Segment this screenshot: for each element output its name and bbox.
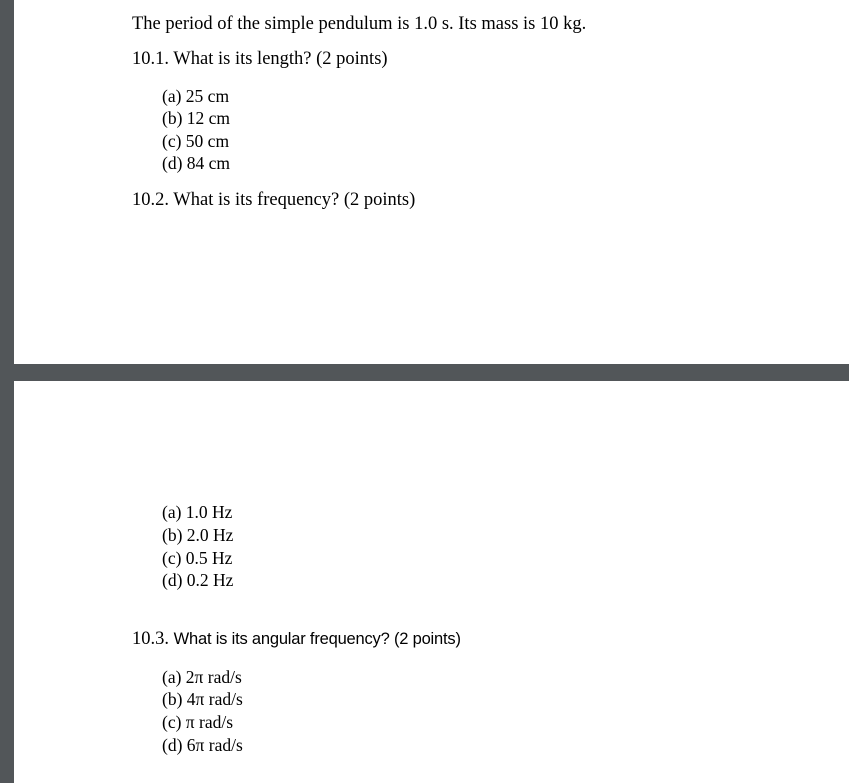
option-c: (c) π rad/s bbox=[162, 712, 234, 732]
question-text: What is its angular frequency? (2 points) bbox=[173, 630, 461, 648]
question-10-1 bbox=[132, 48, 388, 70]
question-number: 10.2. bbox=[132, 190, 169, 210]
option-a: (a) 25 cm bbox=[162, 86, 230, 106]
option-d: (d) 84 cm bbox=[162, 153, 231, 173]
option-d: (d) 6π rad/s bbox=[162, 735, 243, 755]
question-text: What is its frequency? (2 points) bbox=[173, 190, 416, 210]
pdf-page-2 bbox=[14, 381, 849, 783]
question-number: 10.1. bbox=[132, 49, 169, 69]
option-c: (c) 0.5 Hz bbox=[162, 548, 233, 568]
option-a: (a) 2π rad/s bbox=[162, 667, 242, 687]
option-c: (c) 50 cm bbox=[162, 131, 230, 151]
question-10-3 bbox=[132, 628, 461, 650]
option-a: (a) 1.0 Hz bbox=[162, 502, 233, 522]
question-10-2 bbox=[132, 189, 415, 211]
option-b: (b) 12 cm bbox=[162, 108, 231, 128]
option-d: (d) 0.2 Hz bbox=[162, 570, 234, 590]
pdf-page-1 bbox=[14, 0, 849, 364]
question-number: 10.3. bbox=[132, 629, 169, 649]
problem-statement: The period of the simple pendulum is 1.0 s. Its mass is 10 kg. bbox=[132, 14, 587, 34]
option-b: (b) 2.0 Hz bbox=[162, 525, 234, 545]
question-text: What is its length? (2 points) bbox=[173, 49, 388, 69]
option-b: (b) 4π rad/s bbox=[162, 689, 243, 709]
